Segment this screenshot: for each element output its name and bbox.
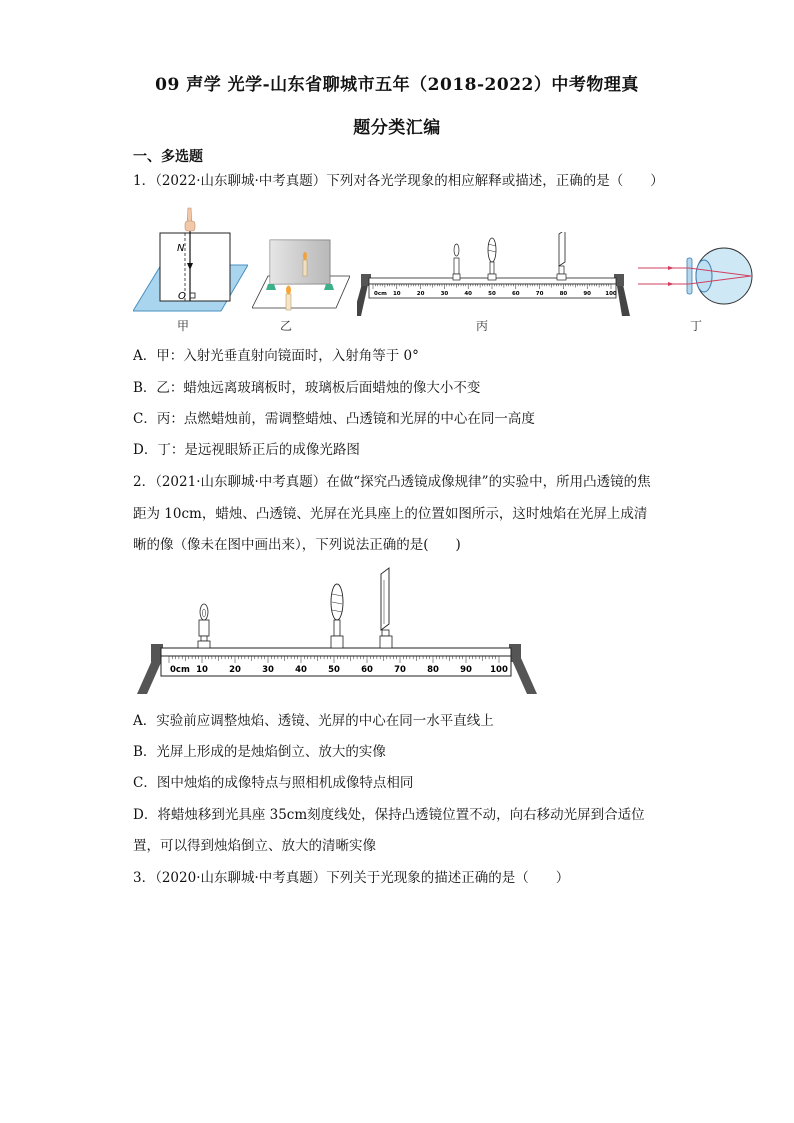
ruler-tick-label: 40: [295, 665, 307, 675]
ruler-tick-label: 90: [583, 291, 592, 297]
q2-stem-line-2: 距为 10cm，蜡烛、凸透镜、光屏在光具座上的位置如图所示，这时烛焰在光屏上成清: [133, 506, 648, 522]
q2-stem-line-3: 晰的像（像未在图中画出来），下列说法正确的是( ): [133, 537, 461, 553]
normal-label-n: N: [177, 243, 185, 254]
q2-option-d-line-2: 置，可以得到烛焰倒立、放大的清晰实像: [133, 838, 376, 854]
q1-fig-label-bing: 丙: [475, 319, 488, 333]
q1-figure-ding: [638, 246, 754, 312]
q1-stem: 1．（2022·山东聊城·中考真题）下列对各光学现象的相应解释或描述，正确的是（ ）: [133, 173, 664, 189]
q2-option-d-line-1: D．将蜡烛移到光具座 35cm刻度线处，保持凸透镜位置不动，向右移动光屏到合适位: [133, 807, 645, 823]
q2-option-a: A．实验前应调整烛焰、透镜、光屏的中心在同一水平直线上: [133, 713, 494, 729]
ruler-tick-label: 80: [427, 665, 439, 675]
page-title-line-1: 09 声学 光学-山东省聊城市五年（2018-2022）中考物理真: [155, 75, 639, 95]
ruler-tick-label: 0cm: [374, 291, 387, 297]
q1-fig-label-jia: 甲: [176, 319, 189, 333]
ruler-tick-label: 60: [361, 665, 373, 675]
q1-figure-yi: [252, 228, 350, 313]
q1-option-c: C．丙：点燃蜡烛前，需调整蜡烛、凸透镜和光屏的中心在同一高度: [133, 411, 535, 427]
ruler-tick-label: 90: [460, 665, 472, 675]
ruler-tick-label: 10: [196, 665, 208, 675]
ruler-tick-label: 50: [328, 665, 340, 675]
ruler-tick-label: 20: [416, 291, 425, 297]
ruler-tick-label: 70: [535, 291, 544, 297]
page-title-line-2: 题分类汇编: [353, 118, 441, 138]
ruler-tick-label: 80: [559, 291, 568, 297]
q1-option-b: B．乙：蜡烛远离玻璃板时，玻璃板后面蜡烛的像大小不变: [133, 380, 481, 396]
ruler-tick-label: 70: [394, 665, 406, 675]
ruler-tick-label: 30: [440, 291, 449, 297]
q1-option-a: A．甲：入射光垂直射向镜面时，入射角等于 0°: [133, 348, 419, 364]
q2-stem-line-1: 2．（2021·山东聊城·中考真题）在做“探究凸透镜成像规律”的实验中，所用凸透镜的焦: [133, 474, 651, 490]
q1-option-d: D．丁：是远视眼矫正后的成像光路图: [133, 442, 360, 458]
point-label-o: O: [178, 291, 186, 302]
q1-fig-label-ding: 丁: [689, 319, 702, 333]
ruler-tick-label: 10: [392, 291, 401, 297]
q2-option-c: C．图中烛焰的成像特点与照相机成像特点相同: [133, 775, 414, 791]
ruler-tick-label: 50: [488, 291, 496, 297]
q2-option-b: B．光屏上形成的是烛焰倒立、放大的实像: [133, 744, 386, 760]
q1-fig-label-yi: 乙: [279, 319, 292, 333]
ruler-tick-label: 100: [605, 291, 617, 297]
section-heading: 一、多选题: [133, 149, 203, 165]
ruler-tick-label: 60: [511, 291, 520, 297]
q1-figure-bing: [357, 232, 632, 318]
q1-figure-jia: [133, 205, 248, 317]
ruler-tick-label: 0cm: [170, 665, 190, 675]
ruler-tick-label: 40: [464, 291, 473, 297]
q2-figure-bench: [133, 566, 543, 698]
ruler-tick-label: 100: [490, 665, 508, 675]
q3-stem: 3．（2020·山东聊城·中考真题）下列关于光现象的描述正确的是（ ）: [133, 870, 570, 886]
ruler-tick-label: 30: [262, 665, 274, 675]
ruler-tick-label: 20: [229, 665, 241, 675]
